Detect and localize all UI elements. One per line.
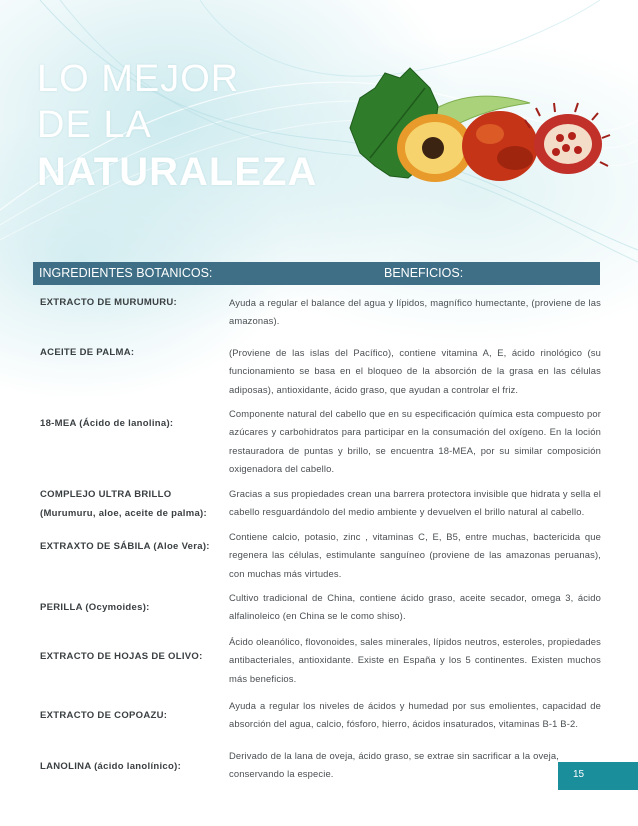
table-header (33, 262, 600, 285)
ingredient-name: 18-MEA (Ácido de lanolina): (40, 418, 174, 429)
ingredient-name: EXTRACTO DE HOJAS DE OLIVO: (40, 651, 203, 662)
title-line-3: NATURALEZA (37, 150, 318, 194)
header-benefits: BENEFICIOS: (384, 266, 464, 280)
ingredient-name: ACEITE DE PALMA: (40, 347, 135, 358)
fruits-illustration (330, 58, 630, 198)
title-line-2: DE LA (37, 104, 152, 146)
ingredient-name: PERILLA (Ocymoides): (40, 602, 150, 613)
ingredient-benefit: Ayuda a regular el balance del agua y lípidos, magnífico humectante, (proviene de las amazonas). (229, 297, 601, 327)
ingredient-benefit: (Proviene de las islas del Pacífico), contiene vitamina A, E, ácido rinológico (su funcionamiento se basa en el bloqueo de la absorción de la grasa en las células adiposas), antioxidante, ácido graso, que ayudan a controlar el friz. (229, 347, 601, 395)
ingredient-benefit: Ácido oleanólico, flovonoides, sales minerales, lípidos neutros, esteroles, propiedades antibacteriales, antioxidante. Existe en España y los 5 continentes. Existen muchos más beneficios. (229, 636, 601, 684)
ingredient-benefit: Derivado de la lana de oveja, ácido graso, se extrae sin sacrificar a la oveja, conservando la especie. (229, 750, 559, 780)
ingredient-name: EXTRACTO DE COPOAZU: (40, 710, 168, 721)
ingredient-benefit: Componente natural del cabello que en su especificación química esta compuesto por azúcares y carbohidratos para participar en la consumación del oxígeno. En la loción restauradora de puntas y brillo, se encuentra 18-MEA, por su similar composición oxigenadora del cabello. (229, 408, 601, 475)
ingredient-name: EXTRACTO DE MURUMURU: (40, 297, 178, 308)
ingredient-name: LANOLINA (ácido lanolínico): (40, 761, 182, 772)
ingredient-benefit: Ayuda a regular los niveles de ácidos y humedad por sus emolientes, capacidad de absorción del agua, calcio, fósforo, hierro, ácidos insaturados, vitaminas B-1 B-2. (229, 700, 601, 730)
ingredient-name: EXTRAXTO DE SÁBILA (Aloe Vera): (40, 541, 210, 552)
ingredient-benefit: Cultivo tradicional de China, contiene ácido graso, aceite secador, omega 3, ácido alfalinoleico (en China se le como shiso). (229, 592, 601, 622)
page-title (37, 60, 317, 192)
header-ingredients: INGREDIENTES BOTANICOS: (39, 266, 213, 280)
page-number-tab (558, 762, 638, 790)
page-number: 15 (573, 769, 585, 780)
title-line-1: LO MEJOR (37, 58, 240, 100)
ingredient-benefit: Gracias a sus propiedades crean una barrera protectora invisible que hidrata y sella el cabello resguardándolo del medio ambiente y devuelven el brillo natural al cabello. (229, 488, 601, 518)
ingredient-name: COMPLEJO ULTRA BRILLO (Murumuru, aloe, aceite de palma): (40, 489, 207, 519)
ingredient-benefit: Contiene calcio, potasio, zinc , vitaminas C, E, B5, entre muchas, bactericida que regenera las células, estimulante sanguíneo (proviene de las amazonas peruanas), con muchas más virtudes. (229, 531, 601, 579)
